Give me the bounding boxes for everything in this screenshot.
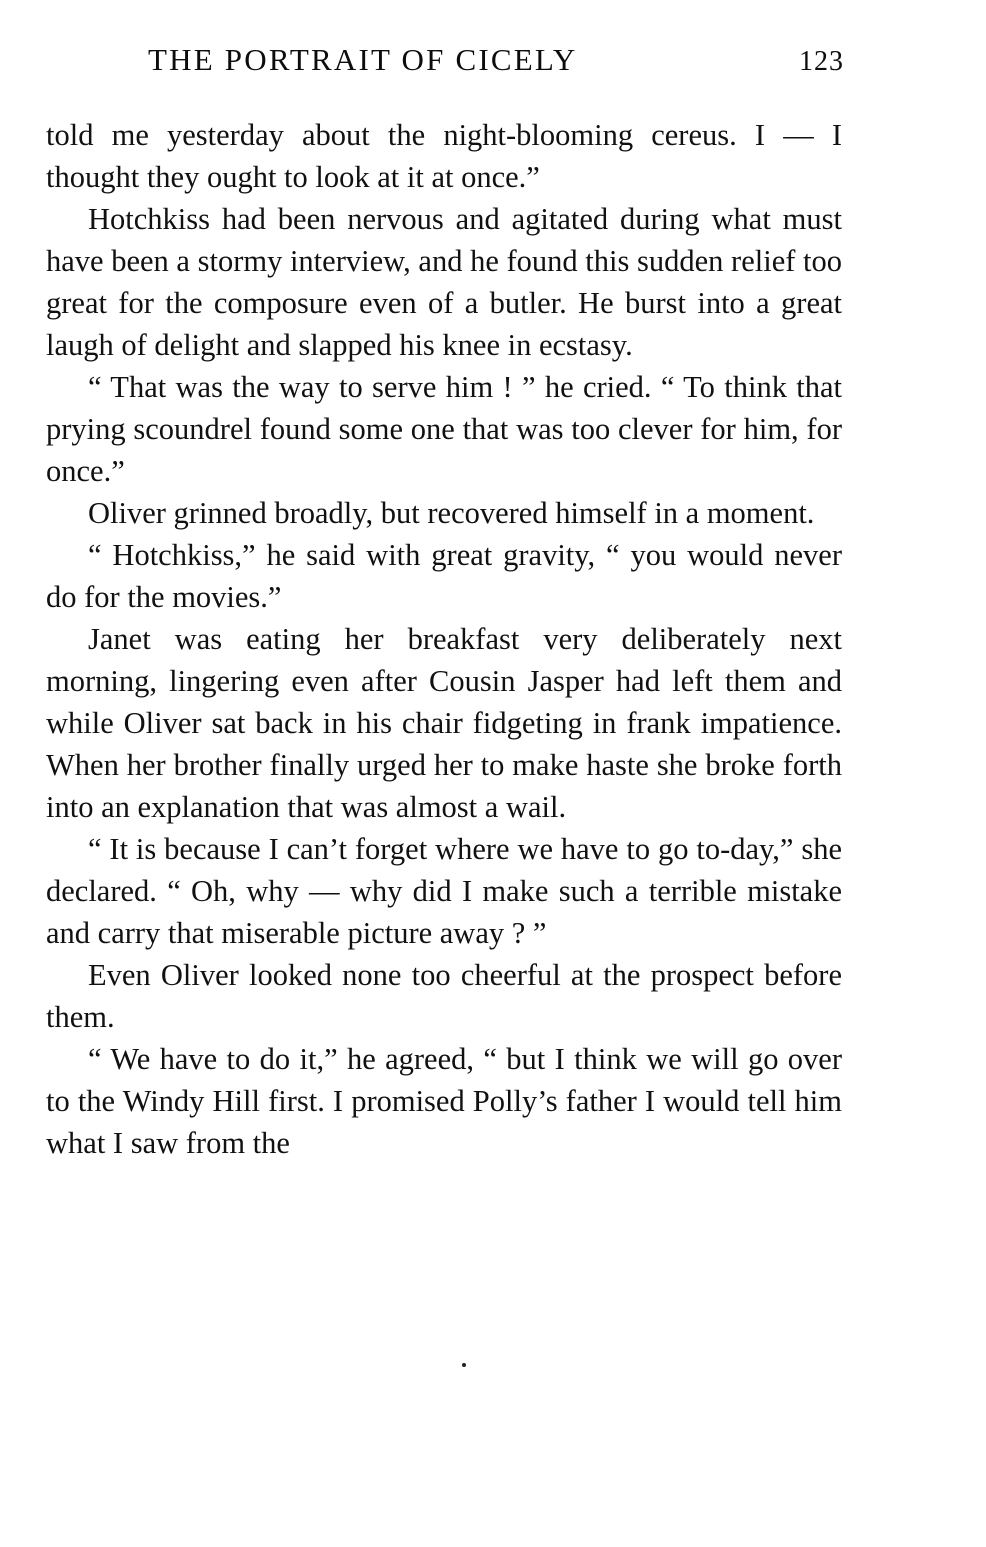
paragraph: Oliver grinned broadly, but recovered himself in a moment. (88, 496, 815, 530)
paragraph: Janet was eating her breakfast very deliberately next morning, lingering even after Cousin Jasper had left them and while Oliver sat back in his chair fidgeting in frank impatience. When her brother finally urged her to make haste she broke forth into an explanation that was almost a wail. (46, 622, 842, 824)
paragraph: “ Hotchkiss,” he said with great gravity, “ you would never do for the movies.” (46, 538, 842, 614)
paragraph: Hotchkiss had been nervous and agitated during what must have been a stormy interview, and he found this sudden relief too great for the composure even of a butler. He burst into a great laugh of delight and slapped his knee in ecstasy. (46, 202, 842, 362)
paragraph: “ That was the way to serve him ! ” he cried. “ To think that prying scoundrel found some one that was too clever for him, for once.” (46, 370, 842, 488)
running-head-title: THE PORTRAIT OF CICELY (148, 42, 578, 77)
paragraph: “ We have to do it,” he agreed, “ but I think we will go over to the Windy Hill first. I promised Polly’s father I would tell him what I saw from the (46, 1042, 842, 1160)
running-head (148, 42, 848, 78)
paragraph: Even Oliver looked none too cheerful at the prospect before them. (46, 958, 842, 1034)
page-number: 123 (799, 46, 844, 77)
paragraph: “ It is because I can’t forget where we have to go to-day,” she declared. “ Oh, why — why did I make such a terrible mistake and carry that miserable picture away ? ” (46, 832, 842, 950)
footer-mark (462, 1363, 466, 1367)
paragraph: told me yesterday about the night-blooming cereus. I — I thought they ought to look at it at once.” (46, 118, 842, 194)
page-body (46, 114, 842, 1164)
